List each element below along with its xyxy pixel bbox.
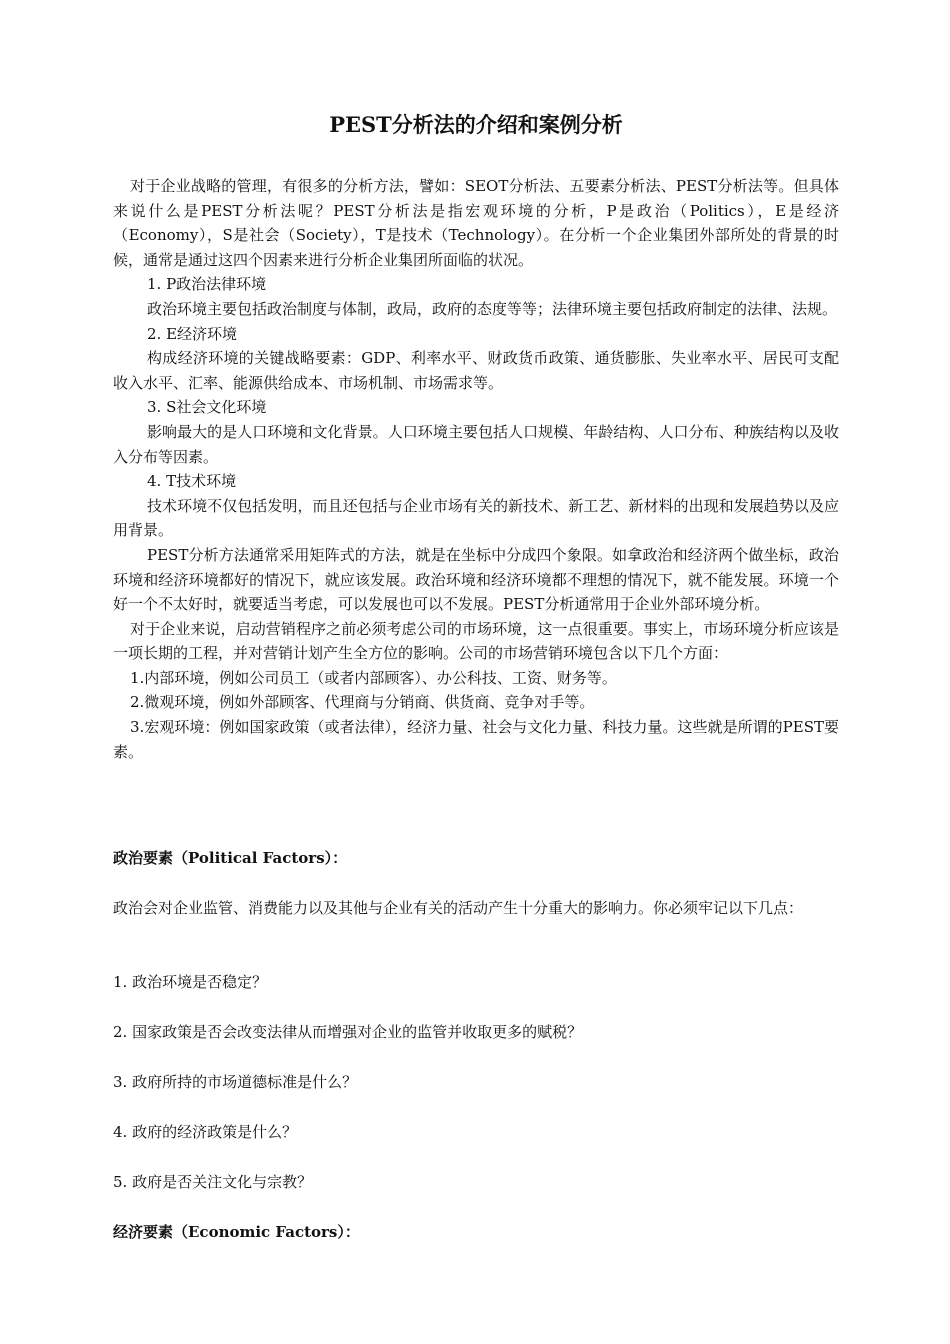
political-section-intro: 政治会对企业监管、消费能力以及其他与企业有关的活动产生十分重大的影响力。你必须牢记以下几点： — [113, 899, 804, 917]
factor-text-technology: 技术环境不仅包括发明，而且还包括与企业市场有关的新技术、新工艺、新材料的出现和发展趋势以及应用背景。 — [113, 496, 839, 540]
factor-text-economy: 构成经济环境的关键战略要素：GDP、利率水平、财政货币政策、通货膨胀、失业率水平、居民可支配收入水平、汇率、能源供给成本、市场机制、市场需求等。 — [113, 349, 839, 392]
political-question-2: 2. 国家政策是否会改变法律从而增强对企业的监管并收取更多的赋税？ — [113, 1023, 583, 1041]
document-body — [113, 174, 839, 764]
political-question-4: 4. 政府的经济政策是什么？ — [113, 1123, 298, 1141]
political-question-5: 5. 政府是否关注文化与宗教？ — [113, 1173, 313, 1191]
environment-list-item-internal: 1.内部环境，例如公司员工（或者内部顾客）、办公科技、工资、财务等。 — [130, 668, 617, 687]
marketing-paragraph: 对于企业来说，启动营销程序之前必须考虑公司的市场环境，这一点很重要。事实上，市场环境分析应该是一项长期的工程，并对营销计划产生全方位的影响。公司的市场营销环境包含以下几个方面： — [113, 619, 839, 663]
factor-heading-politics: 1. P政治法律环境 — [147, 275, 267, 294]
political-question-3: 3. 政府所持的市场道德标准是什么？ — [113, 1073, 358, 1091]
economic-section-heading: 经济要素（Economic Factors）： — [113, 1223, 360, 1241]
political-section-heading: 政治要素（Political Factors）： — [113, 849, 348, 867]
political-question-1: 1. 政治环境是否稳定？ — [113, 973, 268, 991]
intro-paragraph: 对于企业战略的管理，有很多的分析方法，譬如：SEOT分析法、五要素分析法、PEST分析法等。但具体来说什么是PEST分析法呢？PEST分析法是指宏观环境的分析，P是政治（Politics），E是经济（Economy），S是社会（Society），T是技术（Technology）。在分析一个企业集团外部所处的背景的时候，通常是通过这四个因素来进行分析企业集团所面临的状况。 — [113, 177, 839, 269]
factor-heading-society: 3. S社会文化环境 — [147, 398, 267, 417]
environment-list-item-micro: 2.微观环境，例如外部顾客、代理商与分销商、供货商、竞争对手等。 — [130, 693, 595, 712]
environment-list-item-macro: 3.宏观环境：例如国家政策（或者法律），经济力量、社会与文化力量、科技力量。这些就是所谓的PEST要素。 — [113, 718, 839, 761]
factor-text-politics: 政治环境主要包括政治制度与体制，政局，政府的态度等等；法律环境主要包括政府制定的法律、法规。 — [147, 299, 838, 318]
factor-text-society: 影响最大的是人口环境和文化背景。人口环境主要包括人口规模、年龄结构、人口分布、种族结构以及收入分布等因素。 — [113, 422, 839, 466]
document-title: PEST分析法的介绍和案例分析 — [329, 112, 623, 137]
factor-heading-technology: 4. T技术环境 — [147, 472, 237, 491]
method-paragraph: PEST分析方法通常采用矩阵式的方法，就是在坐标中分成四个象限。如拿政治和经济两个做坐标，政治环境和经济环境都好的情况下，就应该发展。政治环境和经济环境都不理想的情况下，就不能发展。环境一个好一个不太好时，就要适当考虑，可以发展也可以不发展。PEST分析通常用于企业外部环境分析。 — [113, 545, 839, 614]
factor-heading-economy: 2. E经济环境 — [147, 324, 238, 343]
